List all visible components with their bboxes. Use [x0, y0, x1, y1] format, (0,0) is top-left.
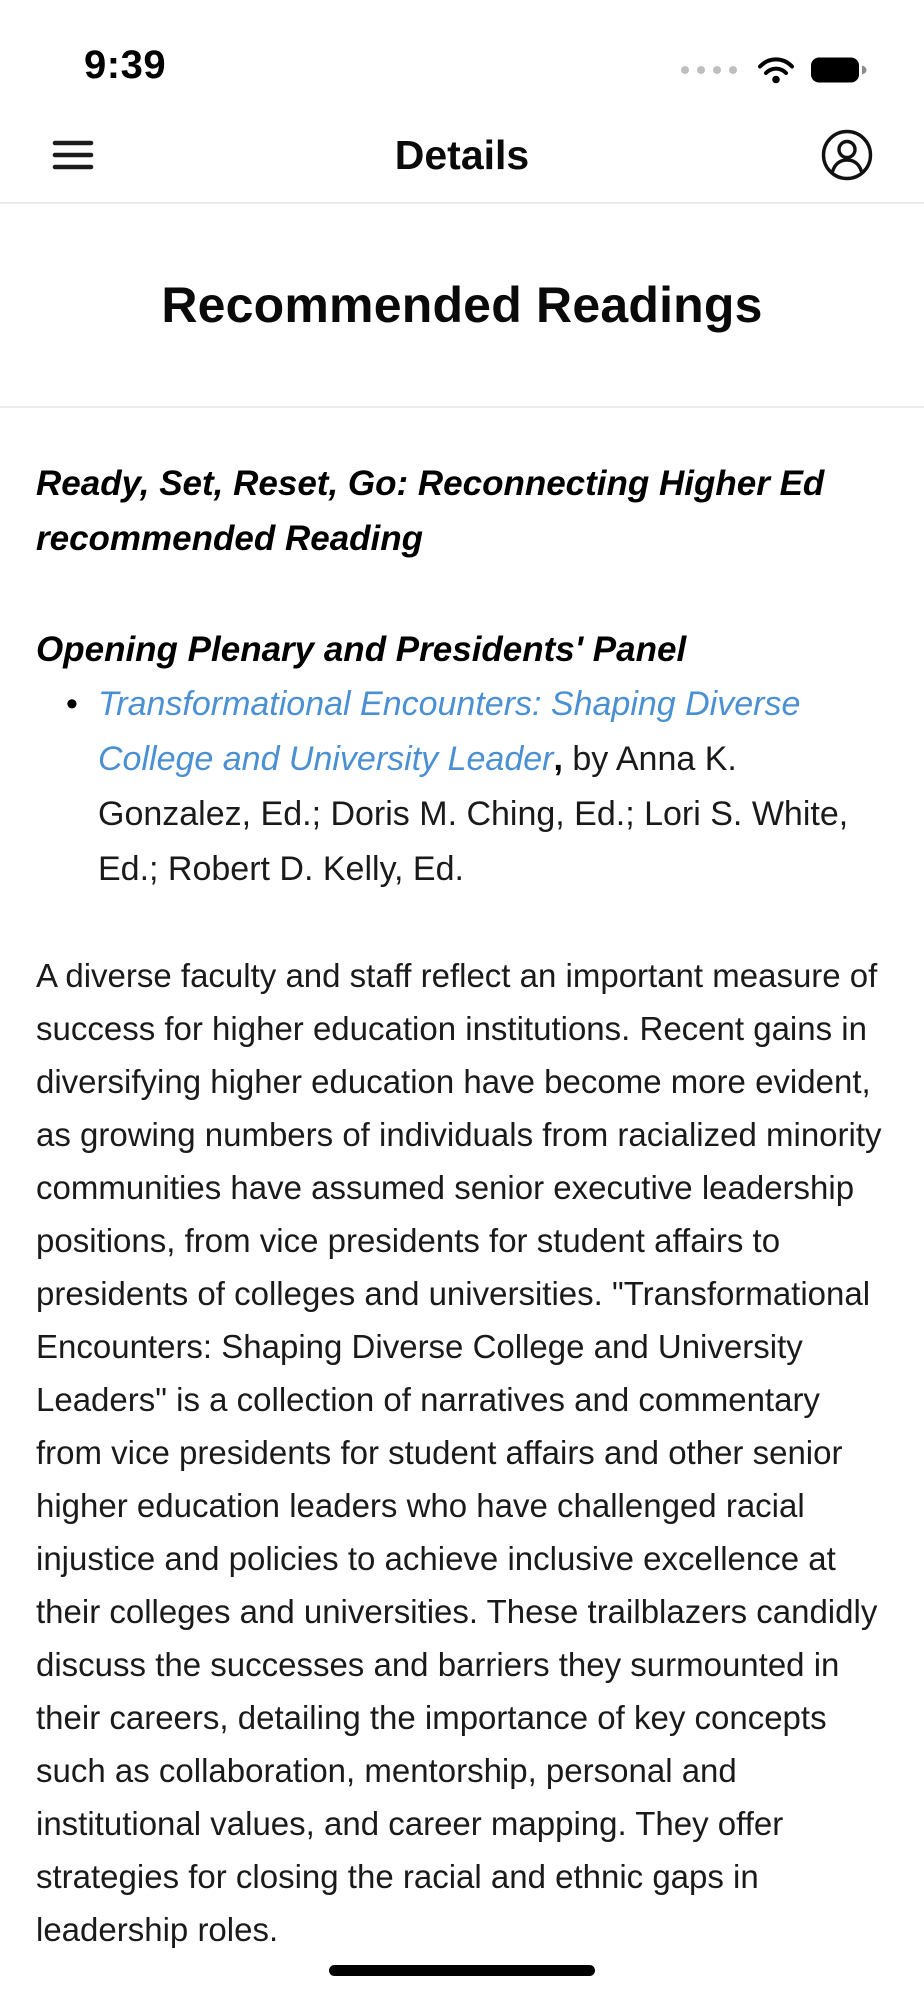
status-bar: [0, 0, 924, 106]
menu-button[interactable]: [50, 136, 96, 174]
home-indicator[interactable]: [329, 1965, 595, 1976]
article-description: A diverse faculty and staff reflect an important measure of success for higher education institutions. Recent gains in diversifying higher education have become more evident, as growing numbers of individuals from racialized minority communities have assumed senior executive leadership positions, from vice presidents for student affairs to presidents of colleges and universities. "Transformational Encounters: Shaping Diverse College and University Leaders" is a collection of narratives and commentary from vice presidents for student affairs and other senior higher education leaders who have challenged racial injustice and policies to achieve inclusive excellence at their colleges and universities. These trailblazers candidly discuss the successes and barriers they surmounted in their careers, detailing the importance of key concepts such as collaboration, mentorship, personal and institutional values, and career mapping. They offer strategies for closing the racial and ethnic gaps in leadership roles.: [36, 957, 882, 1948]
profile-button[interactable]: [820, 128, 874, 182]
page-title: Recommended Readings: [161, 277, 763, 333]
list-item: [36, 677, 888, 897]
wifi-icon: [757, 56, 795, 84]
section-title: Opening Plenary and Presidents' Panel: [36, 630, 687, 669]
nav-title: Details: [394, 131, 530, 178]
cellular-signal-icon: [681, 66, 737, 74]
reading-entry: [98, 677, 888, 897]
menu-icon: [50, 136, 96, 174]
status-icons: [681, 56, 868, 88]
nav-bar: [0, 106, 924, 204]
reading-separator: ,: [553, 740, 563, 778]
content-area: [0, 408, 924, 1956]
bullet-icon: •: [66, 685, 78, 723]
reading-authors: by Anna K. Gonzalez, Ed.; Doris M. Ching, Ed.; Lori S. White, Ed.; Robert D. Kelly, Ed.: [98, 740, 849, 888]
battery-icon: [810, 56, 868, 84]
profile-icon: [820, 128, 874, 182]
status-time: 9:39: [84, 43, 167, 87]
reading-link[interactable]: Transformational Encounters: Shaping Diverse College and University Leader: [98, 685, 801, 778]
article-heading: Ready, Set, Reset, Go: Reconnecting Higher Ed recommended Reading: [36, 464, 825, 558]
page-title-section: [0, 204, 924, 408]
